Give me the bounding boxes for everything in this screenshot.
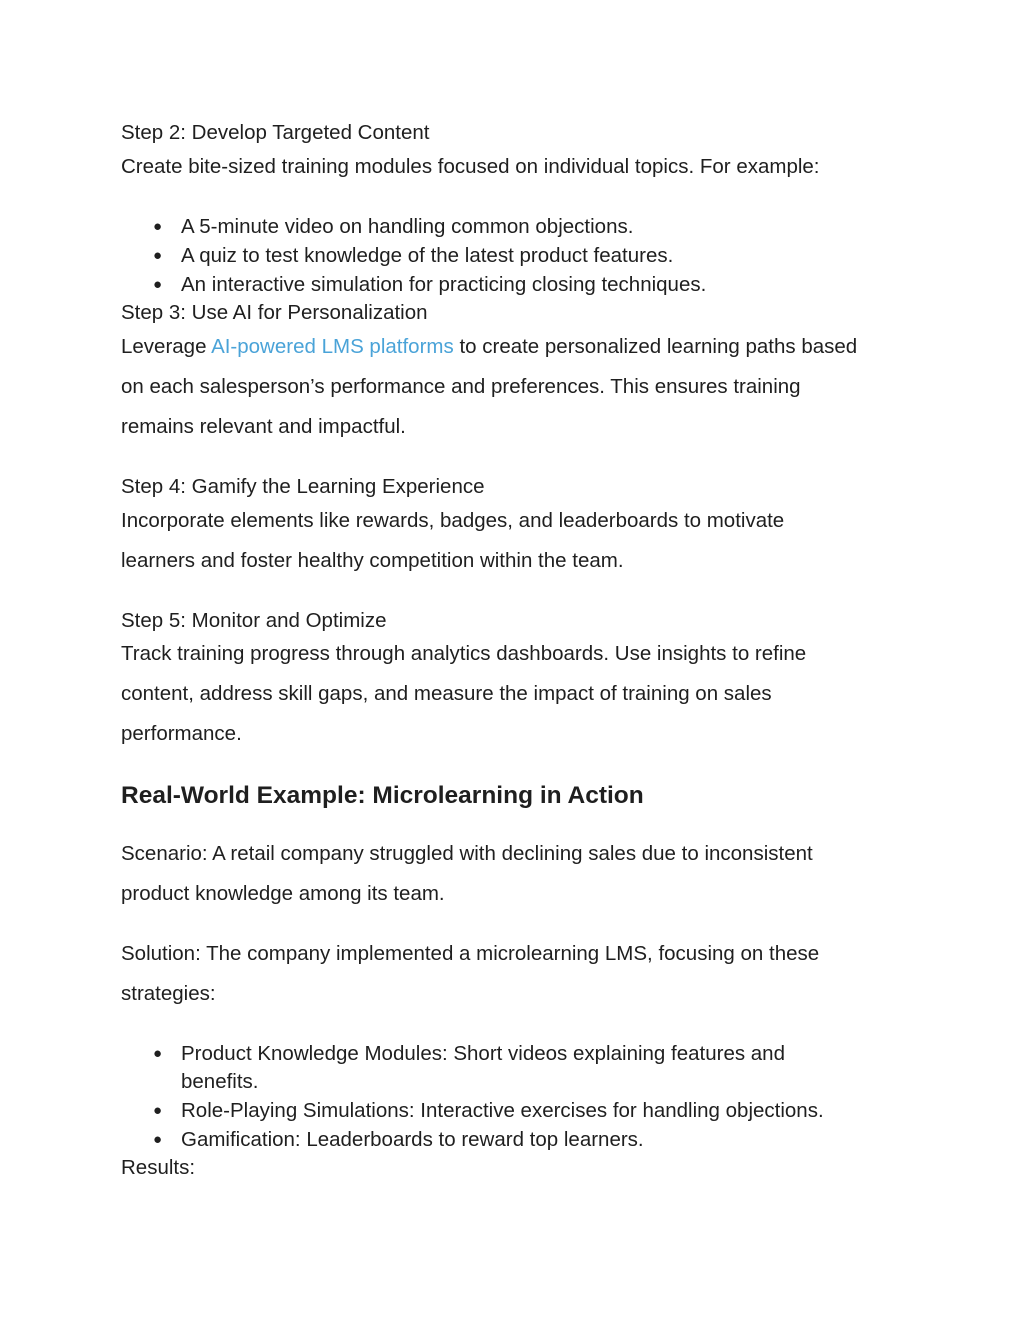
bullet-icon: ● xyxy=(153,1131,163,1148)
step3-body-line2: on each salesperson’s performance and preferences. This ensures training xyxy=(121,375,801,398)
step3-body-line1 xyxy=(121,335,857,359)
bullet-icon: ● xyxy=(153,1045,163,1062)
section-heading: Real-World Example: Microlearning in Action xyxy=(121,782,644,809)
step4-body-line1: Incorporate elements like rewards, badges, and leaderboards to motivate xyxy=(121,509,785,532)
scenario-line2: product knowledge among its team. xyxy=(121,882,445,905)
solution-line2: strategies: xyxy=(121,982,216,1005)
ai-lms-link[interactable]: AI-powered LMS platforms xyxy=(211,335,454,358)
step4-body-line2: learners and foster healthy competition within the team. xyxy=(121,549,624,572)
step2-body: Create bite-sized training modules focused on individual topics. For example: xyxy=(121,155,820,178)
bullet-icon: ● xyxy=(153,247,163,264)
bullet-icon: ● xyxy=(153,218,163,235)
bullet-icon: ● xyxy=(153,276,163,293)
list-item-text: Product Knowledge Modules: Short videos explaining features and xyxy=(181,1042,785,1065)
step5-body-line2: content, address skill gaps, and measure the impact of training on sales xyxy=(121,682,772,705)
step5-body-line1: Track training progress through analytics dashboards. Use insights to refine xyxy=(121,642,807,665)
step3-body-line3: remains relevant and impactful. xyxy=(121,415,406,438)
bullet-icon: ● xyxy=(153,1102,163,1119)
step2-title: Step 2: Develop Targeted Content xyxy=(121,121,430,144)
solution-line1: Solution: The company implemented a microlearning LMS, focusing on these xyxy=(121,942,820,965)
step3-body-prefix: Leverage xyxy=(121,335,212,358)
results-label: Results: xyxy=(121,1156,196,1179)
step4-title: Step 4: Gamify the Learning Experience xyxy=(121,475,485,498)
list-item-text: Gamification: Leaderboards to reward top learners. xyxy=(181,1128,644,1151)
list-item-text: A 5-minute video on handling common objections. xyxy=(181,215,634,238)
step5-body-line3: performance. xyxy=(121,722,242,745)
list-item-text: Role-Playing Simulations: Interactive exercises for handling objections. xyxy=(181,1099,824,1122)
step3-body-suffix: to create personalized learning paths based xyxy=(453,335,858,358)
step5-title: Step 5: Monitor and Optimize xyxy=(121,609,387,632)
scenario-line1: Scenario: A retail company struggled with declining sales due to inconsistent xyxy=(121,842,813,865)
step3-title: Step 3: Use AI for Personalization xyxy=(121,301,428,324)
list-item-text: benefits. xyxy=(181,1070,259,1093)
list-item-text: A quiz to test knowledge of the latest product features. xyxy=(181,244,674,267)
list-item-text: An interactive simulation for practicing closing techniques. xyxy=(181,273,707,296)
